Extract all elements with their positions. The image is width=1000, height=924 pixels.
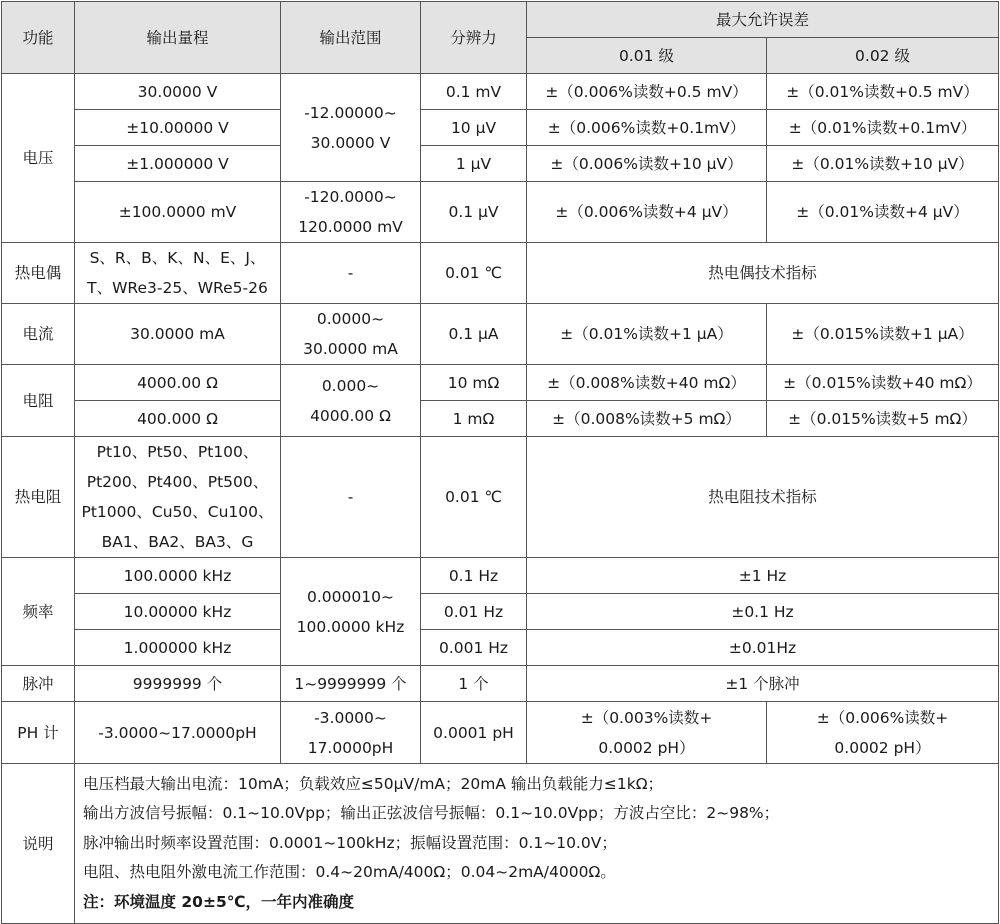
- voltage-mv-scope-line1: -120.0000~: [304, 188, 397, 206]
- thermocouple-range-line2: T、WRe3-25、WRe5-26: [87, 279, 268, 297]
- rtd-error: 热电阻技术指标: [527, 437, 999, 558]
- thermocouple-range-line1: S、R、B、K、N、E、J、: [89, 249, 266, 267]
- table-row: [2, 666, 999, 702]
- frequency-res: 0.1 Hz: [421, 558, 527, 594]
- resistance-error-g1: ±（0.008%读数+40 mΩ）: [527, 365, 767, 401]
- header-output-scope: 输出范围: [281, 2, 421, 74]
- voltage-scope-line2: 30.0000 V: [310, 133, 391, 152]
- ph-error-g1: [527, 702, 767, 764]
- voltage-scope: [281, 74, 421, 182]
- voltage-range: ±100.0000 mV: [75, 182, 281, 243]
- table-row: [2, 702, 999, 764]
- current-range: 30.0000 mA: [75, 304, 281, 365]
- frequency-res: 0.01 Hz: [421, 594, 527, 630]
- resistance-scope-line1: 0.000~: [321, 376, 380, 395]
- current-error-g2: ±（0.015%读数+1 μA）: [767, 304, 999, 365]
- table-row: [2, 401, 999, 437]
- current-scope: [281, 304, 421, 365]
- voltage-mv-scope: [281, 182, 421, 243]
- resistance-error-g2: ±（0.015%读数+40 mΩ）: [767, 365, 999, 401]
- voltage-res: 0.1 mV: [421, 74, 527, 110]
- note-line: 电阻、热电阻外激电流工作范围：0.4~20mA/400Ω；0.04~2mA/4000Ω。: [83, 863, 616, 882]
- resistance-res: 10 mΩ: [421, 365, 527, 401]
- table-row: [2, 764, 999, 924]
- current-scope-line1: 0.0000~: [316, 310, 385, 328]
- frequency-range: 10.00000 kHz: [75, 594, 281, 630]
- ph-error-g2: [767, 702, 999, 764]
- voltage-error-g2: ±（0.01%读数+4 μV）: [767, 182, 999, 243]
- row-label-current: 电流: [2, 304, 75, 365]
- resistance-error-g1: ±（0.008%读数+5 mΩ）: [527, 401, 767, 437]
- rtd-res: 0.01 ℃: [421, 437, 527, 558]
- table-row: [2, 594, 999, 630]
- table-row: [2, 110, 999, 146]
- current-scope-line2: 30.0000 mA: [303, 340, 398, 358]
- note-line: 电压档最大输出电流：10mA；负载效应≤50μV/mA；20mA 输出负载能力≤1kΩ；: [83, 774, 664, 793]
- resistance-scope: [281, 365, 421, 437]
- note-line: 输出方波信号振幅：0.1~10.0Vpp；输出正弦波信号振幅：0.1~10.0Vpp；方波占空比：2~98%；: [83, 804, 780, 823]
- header-max-error: 最大允许误差: [527, 2, 999, 38]
- row-label-frequency: 频率: [2, 558, 75, 666]
- table-row: [2, 304, 999, 365]
- resistance-range: 4000.00 Ω: [75, 365, 281, 401]
- row-label-resistance: 电阻: [2, 365, 75, 437]
- table-row: [2, 182, 999, 243]
- thermocouple-scope: -: [281, 243, 421, 304]
- voltage-res: 0.1 μV: [421, 182, 527, 243]
- note-footnote: 注：环境温度 20±5℃，一年内准确度: [83, 892, 355, 911]
- rtd-scope: -: [281, 437, 421, 558]
- voltage-error-g1: ±（0.006%读数+10 μV）: [527, 146, 767, 182]
- note-line: 脉冲输出时频率设置范围：0.0001~100kHz；振幅设置范围：0.1~10.0V；: [83, 833, 617, 852]
- notes-content: [75, 764, 999, 924]
- frequency-scope-line2: 100.0000 kHz: [296, 617, 405, 636]
- table-row: [2, 365, 999, 401]
- pulse-range: 9999999 个: [75, 666, 281, 702]
- voltage-range: ±10.00000 V: [75, 110, 281, 146]
- thermocouple-error: 热电偶技术指标: [527, 243, 999, 304]
- frequency-res: 0.001 Hz: [421, 630, 527, 666]
- voltage-error-g1: ±（0.006%读数+0.5 mV）: [527, 74, 767, 110]
- ph-error-g1-line1: ±（0.003%读数+: [580, 708, 713, 727]
- current-res: 0.1 μA: [421, 304, 527, 365]
- ph-scope: [281, 702, 421, 764]
- rtd-range-line3: Pt1000、Cu50、Cu100、: [81, 503, 274, 521]
- voltage-mv-scope-line2: 120.0000 mV: [298, 218, 403, 236]
- spec-table: [1, 1, 999, 924]
- ph-range: -3.0000~17.0000pH: [75, 702, 281, 764]
- table-row: [2, 630, 999, 666]
- ph-error-g2-line1: ±（0.006%读数+: [816, 708, 949, 727]
- pulse-scope: 1~9999999 个: [281, 666, 421, 702]
- thermocouple-range: [75, 243, 281, 304]
- table-row: [2, 243, 999, 304]
- rtd-range-line4: BA1、BA2、BA3、G: [101, 533, 254, 551]
- ph-scope-line2: 17.0000pH: [307, 738, 394, 757]
- resistance-error-g2: ±（0.015%读数+5 mΩ）: [767, 401, 999, 437]
- header-grade-001: 0.01 级: [527, 38, 767, 74]
- current-error-g1: ±（0.01%读数+1 μA）: [527, 304, 767, 365]
- ph-res: 0.0001 pH: [421, 702, 527, 764]
- voltage-res: 10 μV: [421, 110, 527, 146]
- row-label-rtd: 热电阻: [2, 437, 75, 558]
- voltage-error-g1: ±（0.006%读数+4 μV）: [527, 182, 767, 243]
- table-row: [2, 146, 999, 182]
- frequency-error: ±1 Hz: [527, 558, 999, 594]
- ph-scope-line1: -3.0000~: [314, 708, 387, 727]
- row-label-notes: 说明: [2, 764, 75, 924]
- row-label-ph: PH 计: [2, 702, 75, 764]
- resistance-range: 400.000 Ω: [75, 401, 281, 437]
- frequency-scope-line1: 0.000010~: [307, 587, 394, 606]
- voltage-res: 1 μV: [421, 146, 527, 182]
- frequency-range: 1.000000 kHz: [75, 630, 281, 666]
- header-function: 功能: [2, 2, 75, 74]
- row-label-voltage: 电压: [2, 74, 75, 243]
- frequency-range: 100.0000 kHz: [75, 558, 281, 594]
- row-label-thermocouple: 热电偶: [2, 243, 75, 304]
- voltage-range: 30.0000 V: [75, 74, 281, 110]
- table-row: [2, 437, 999, 558]
- voltage-error-g1: ±（0.006%读数+0.1mV）: [527, 110, 767, 146]
- voltage-scope-line1: -12.00000~: [304, 103, 397, 122]
- voltage-error-g2: ±（0.01%读数+10 μV）: [767, 146, 999, 182]
- voltage-error-g2: ±（0.01%读数+0.5 mV）: [767, 74, 999, 110]
- header-output-range: 输出量程: [75, 2, 281, 74]
- row-label-pulse: 脉冲: [2, 666, 75, 702]
- table-row: [2, 74, 999, 110]
- thermocouple-res: 0.01 ℃: [421, 243, 527, 304]
- resistance-scope-line2: 4000.00 Ω: [310, 406, 391, 425]
- voltage-error-g2: ±（0.01%读数+0.1mV）: [767, 110, 999, 146]
- header-grade-002: 0.02 级: [767, 38, 999, 74]
- ph-error-g1-line2: 0.0002 pH）: [598, 738, 695, 757]
- pulse-res: 1 个: [421, 666, 527, 702]
- rtd-range-line1: Pt10、Pt50、Pt100、: [96, 443, 259, 461]
- table-row: [2, 558, 999, 594]
- frequency-error: ±0.01Hz: [527, 630, 999, 666]
- voltage-range: ±1.000000 V: [75, 146, 281, 182]
- frequency-scope: [281, 558, 421, 666]
- header-resolution: 分辨力: [421, 2, 527, 74]
- resistance-res: 1 mΩ: [421, 401, 527, 437]
- pulse-error: ±1 个脉冲: [527, 666, 999, 702]
- ph-error-g2-line2: 0.0002 pH）: [834, 738, 931, 757]
- frequency-error: ±0.1 Hz: [527, 594, 999, 630]
- rtd-range-line2: Pt200、Pt400、Pt500、: [86, 473, 269, 491]
- rtd-range: [75, 437, 281, 558]
